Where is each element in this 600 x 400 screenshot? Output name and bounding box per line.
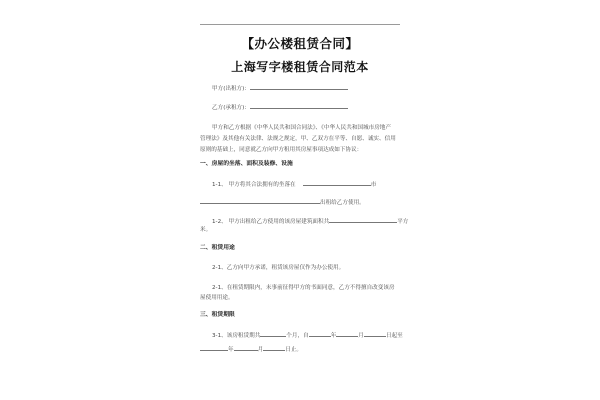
clause-3-1-text-month: 月 bbox=[358, 333, 364, 339]
clause-3-1-blank-end-month bbox=[234, 345, 258, 351]
clause-1-2-line-b: 米。 bbox=[200, 227, 212, 233]
document-subtitle: 上海写字楼租赁合同范本 bbox=[231, 60, 369, 74]
clause-3-1-blank-end-year bbox=[200, 345, 228, 351]
clause-1-1-line-b bbox=[200, 198, 365, 207]
section-3-heading: 三、租赁期限 bbox=[200, 312, 235, 318]
party-a-line bbox=[212, 84, 348, 93]
clause-3-1-blank-end-day bbox=[263, 345, 285, 351]
section-1-heading: 一、房屋的坐落、面积及装修、设施 bbox=[200, 161, 293, 167]
clause-3-1-line-b bbox=[200, 345, 302, 354]
clause-1-2-blank-area bbox=[329, 217, 397, 223]
clause-3-1-blank-start-month bbox=[336, 331, 358, 337]
clause-1-1-text-c: 出租给乙方使用。 bbox=[320, 200, 365, 206]
party-b-line bbox=[212, 103, 348, 112]
header-rule bbox=[200, 24, 400, 25]
party-b-blank bbox=[250, 103, 348, 109]
clause-1-1-text-a: 1-1、 甲方将其合法拥有的坐落在 bbox=[212, 182, 296, 188]
clause-3-1-text-a: 3-1、该房租赁期共 bbox=[212, 333, 261, 339]
intro-line-2: 管理法》及其他有关法律、法规之规定，甲、乙双方在平等、自愿、诚实、信用 bbox=[200, 136, 396, 142]
clause-3-1-text-end: 日止。 bbox=[285, 347, 303, 353]
clause-1-1-blank-address bbox=[200, 198, 320, 204]
clause-3-1-blank-start-day bbox=[364, 331, 386, 337]
intro-line-3: 原则的基础上，同意就乙方向甲方租用其房屋事项达成如下协议： bbox=[200, 147, 363, 153]
clause-3-1-line-a bbox=[212, 331, 403, 340]
clause-1-2-line-a bbox=[212, 217, 408, 226]
document-title: 【办公楼租赁合同】 bbox=[241, 36, 359, 51]
clause-3-1-blank-start-year bbox=[309, 331, 331, 337]
clause-3-1-blank-months bbox=[260, 331, 286, 337]
clause-1-2-text-a: 1-2、 甲方出租给乙方使用的该房屋建筑面积共 bbox=[212, 219, 330, 225]
clause-3-1-text-year: 年 bbox=[330, 333, 337, 339]
clause-2-2-line-a: 2-1、在租赁期限内，未事前征得甲方的书面同意，乙方不得擅自改变该房 bbox=[212, 285, 395, 291]
clause-2-1: 2-1、乙方向甲方承诺，租赁该房屋仅作为办公使用。 bbox=[212, 265, 345, 271]
clause-3-1-text-b: 个月，自 bbox=[286, 333, 309, 339]
clause-1-2-text-unit: 平方 bbox=[397, 219, 409, 225]
section-2-heading: 二、租赁用途 bbox=[200, 245, 235, 251]
clause-2-2-line-b: 屋使用用途。 bbox=[200, 295, 234, 301]
party-a-blank bbox=[250, 84, 348, 90]
clause-1-1-blank-location bbox=[303, 180, 371, 186]
party-b-label: 乙方(承租方)： bbox=[212, 105, 250, 111]
party-a-label: 甲方(出租方)： bbox=[212, 86, 250, 92]
clause-1-1-text-city: 市 bbox=[370, 182, 377, 188]
clause-1-1-line-a bbox=[212, 180, 376, 189]
clause-3-1-text-from: 日起至 bbox=[385, 333, 403, 339]
intro-line-1: 甲方和乙方根据《中华人民共和国合同法》、《中华人民共和国城市房地产 bbox=[212, 125, 391, 131]
clause-3-1-text-end-month: 月 bbox=[257, 347, 264, 353]
clause-3-1-text-end-year: 年 bbox=[228, 347, 234, 353]
